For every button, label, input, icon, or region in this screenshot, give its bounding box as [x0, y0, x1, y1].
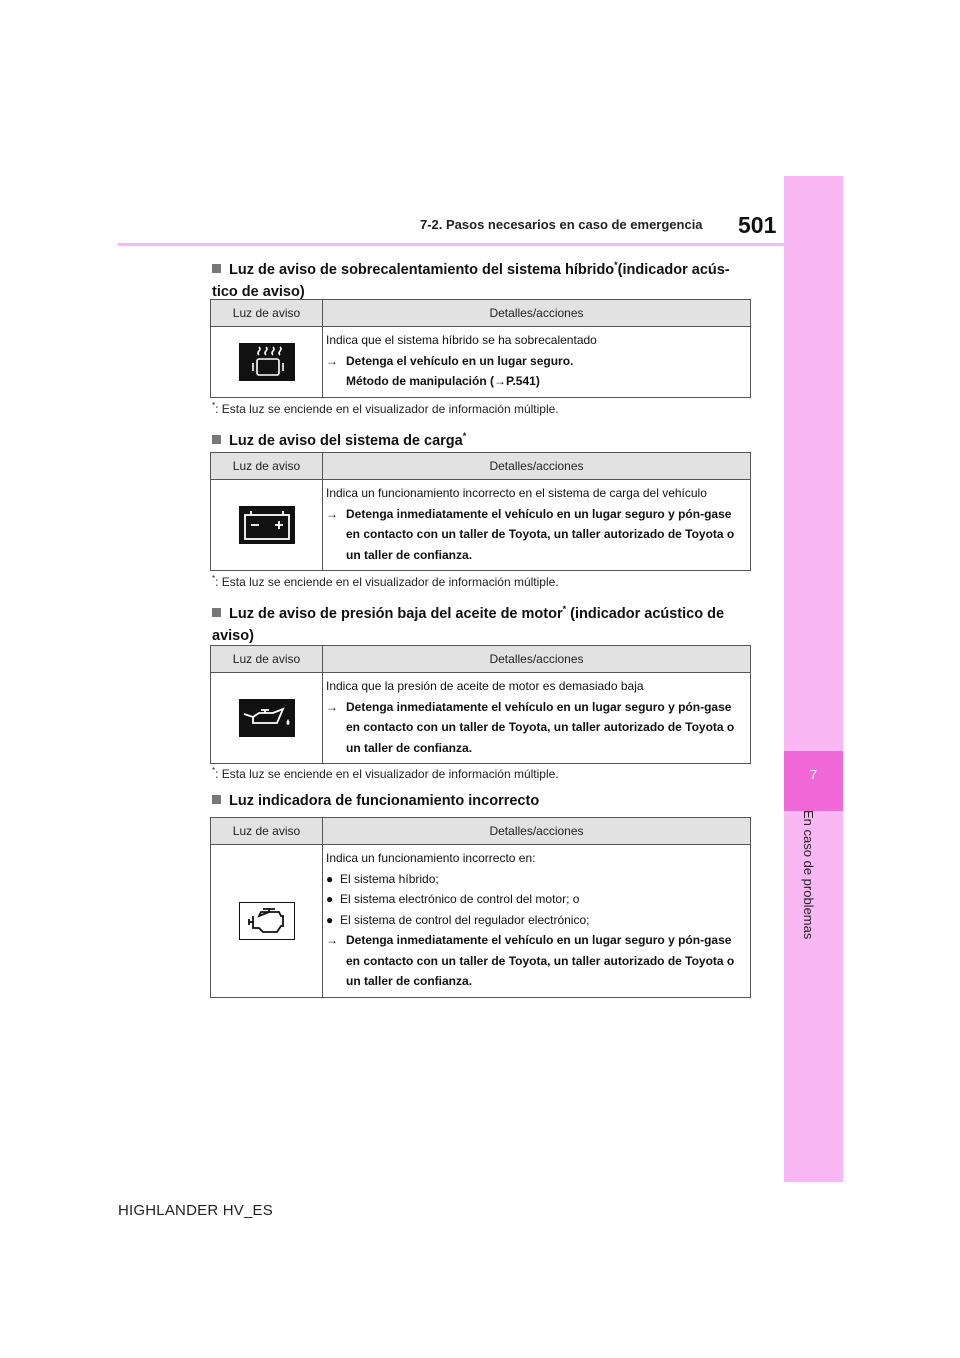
battery-icon	[239, 506, 295, 544]
action-step	[326, 697, 742, 759]
detail-text: Indica que el sistema híbrido se ha sobrecalentado	[326, 333, 597, 347]
reference-link[interactable]: Método de manipulación (→P.541)	[346, 374, 540, 388]
detail-text: Indica un funcionamiento incorrecto en:	[326, 851, 536, 865]
arrow-right-icon: →	[326, 353, 338, 368]
bullet-dot-icon: ●	[326, 912, 334, 927]
footnote: *: Esta luz se enciende en el visualizador de información múltiple.	[212, 574, 559, 589]
action-step	[326, 504, 742, 566]
table-charging	[210, 452, 751, 571]
header-rule	[118, 243, 784, 246]
footnote: *: Esta luz se enciende en el visualizador de información múltiple.	[212, 401, 559, 416]
chapter-number: 7	[809, 767, 818, 782]
detail-text: Indica que la presión de aceite de motor es demasiado baja	[326, 679, 644, 693]
table-overheat	[210, 299, 751, 398]
detail-text: Indica un funcionamiento incorrecto en el sistema de carga del vehículo	[326, 486, 707, 500]
icon-cell	[211, 673, 323, 764]
section-title-overheat: Luz de aviso de sobrecalentamiento del sistema híbrido*(indicador acús-tico de aviso)	[212, 260, 730, 300]
model-name: HIGHLANDER HV_ES	[118, 1202, 273, 1219]
col-header-details: Detalles/acciones	[323, 453, 751, 480]
col-header-details: Detalles/acciones	[323, 818, 751, 845]
bullet-dot-icon: ●	[326, 871, 334, 886]
col-header-light: Luz de aviso	[211, 453, 323, 480]
action-step	[326, 351, 742, 392]
bullet-dot-icon: ●	[326, 892, 334, 906]
square-bullet-icon	[212, 264, 221, 273]
details-cell	[323, 673, 751, 764]
list-item: ● El sistema electrónico de control del motor; o	[326, 889, 742, 910]
col-header-details: Detalles/acciones	[323, 300, 751, 327]
action-text: Detenga el vehículo en un lugar seguro.	[346, 353, 574, 368]
details-cell	[323, 845, 751, 998]
section-title-oil-pressure: Luz de aviso de presión baja del aceite de motor* (indicador acústico de aviso)	[212, 604, 725, 644]
square-bullet-icon	[212, 435, 221, 444]
arrow-right-icon: →	[326, 699, 338, 714]
action-text: Detenga inmediatamente el vehículo en un lugar seguro y pón-gase en contacto con un taller de Toyota, un taller autorizado de Toyota o un taller de confianza.	[346, 506, 735, 562]
table-malfunction	[210, 817, 751, 998]
arrow-right-icon: →	[326, 506, 338, 521]
arrow-right-icon: →	[326, 933, 338, 947]
details-cell	[323, 327, 751, 398]
action-step	[326, 930, 742, 992]
check-engine-icon	[239, 902, 295, 940]
section-title-malfunction: Luz indicadora de funcionamiento incorrecto	[212, 790, 752, 812]
col-header-light: Luz de aviso	[211, 818, 323, 845]
list-item: ● El sistema híbrido;	[326, 869, 742, 890]
action-text: Detenga inmediatamente el vehículo en un lugar seguro y pón-gase en contacto con un taller de Toyota, un taller autorizado de Toyota o un taller de confianza.	[346, 699, 735, 755]
chapter-label: En caso de problemas	[801, 810, 816, 940]
icon-cell	[211, 480, 323, 571]
action-text: Detenga inmediatamente el vehículo en un lugar seguro y pón-gase en contacto con un taller de Toyota, un taller autorizado de Toyota o un taller de confianza.	[346, 933, 735, 988]
table-oil-pressure	[210, 645, 751, 764]
running-header: 7-2. Pasos necesarios en caso de emergencia	[420, 217, 703, 232]
oil-pressure-icon	[239, 699, 295, 737]
icon-cell	[211, 327, 323, 398]
col-header-light: Luz de aviso	[211, 646, 323, 673]
details-cell	[323, 480, 751, 571]
col-header-details: Detalles/acciones	[323, 646, 751, 673]
hybrid-overheat-icon	[239, 343, 295, 381]
list-item: ● El sistema de control del regulador electrónico;	[326, 910, 742, 931]
footnote: *: Esta luz se enciende en el visualizador de información múltiple.	[212, 766, 559, 781]
section-title-charging: Luz de aviso del sistema de carga*	[212, 425, 752, 452]
square-bullet-icon	[212, 608, 221, 617]
col-header-light: Luz de aviso	[211, 300, 323, 327]
icon-cell	[211, 845, 323, 998]
square-bullet-icon	[212, 795, 221, 804]
chapter-side-strip	[784, 176, 843, 1182]
page-number: 501	[738, 212, 777, 238]
